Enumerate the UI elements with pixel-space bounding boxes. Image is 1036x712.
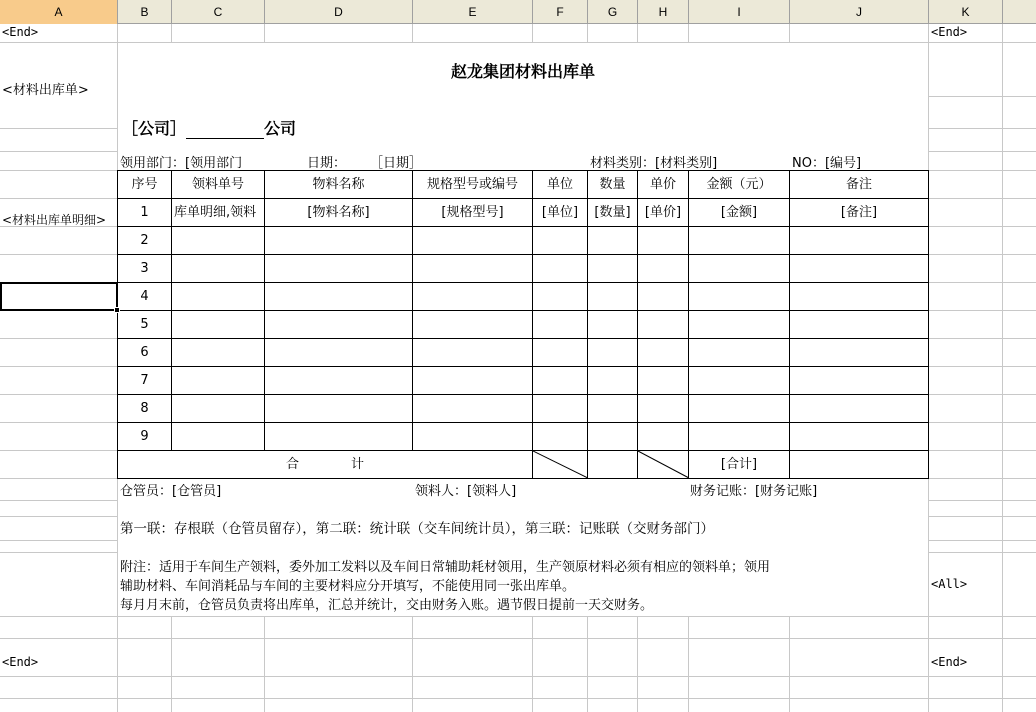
- date-value: ［日期］: [370, 156, 423, 171]
- column-header-h[interactable]: H: [638, 0, 689, 24]
- company-line: [122, 116, 296, 139]
- table-cell[interactable]: [413, 283, 533, 311]
- table-cell[interactable]: [533, 227, 588, 255]
- tag-end-k1: <End>: [931, 25, 968, 39]
- table-cell[interactable]: [172, 339, 265, 367]
- row1-unit[interactable]: [单位]: [533, 199, 588, 227]
- header-remark: 备注: [790, 171, 929, 199]
- table-cell[interactable]: [790, 311, 929, 339]
- note-line-1: 附注：适用于车间生产领料，委外加工发料以及车间日常辅助耗材领用，生产领原材料必须有相应的领料单；领用: [120, 560, 771, 575]
- table-cell[interactable]: [790, 283, 929, 311]
- header-order-no: 领料单号: [172, 171, 265, 199]
- table-cell[interactable]: [533, 255, 588, 283]
- header-amount: 金额（元）: [689, 171, 790, 199]
- table-cell[interactable]: [265, 339, 413, 367]
- table-cell[interactable]: [689, 395, 790, 423]
- row1-price[interactable]: [单价]: [638, 199, 689, 227]
- table-cell[interactable]: [790, 339, 929, 367]
- receiver-label: 领料人：[领料人]: [415, 484, 517, 499]
- table-cell[interactable]: [265, 255, 413, 283]
- diagonal-line-unit: [533, 451, 588, 479]
- column-header-b[interactable]: B: [118, 0, 172, 24]
- table-cell[interactable]: [689, 227, 790, 255]
- table-cell[interactable]: [265, 227, 413, 255]
- row1-qty[interactable]: [数量]: [588, 199, 638, 227]
- header-seq: 序号: [118, 171, 172, 199]
- table-cell[interactable]: [413, 255, 533, 283]
- column-header-d[interactable]: D: [265, 0, 413, 24]
- copies-note: 第一联：存根联（仓管员留存），第二联：统计联（交车间统计员），第三联：记账联（交财务部门）: [120, 521, 714, 537]
- table-cell[interactable]: [172, 227, 265, 255]
- tag-end-bottom-k: <End>: [931, 655, 968, 669]
- table-cell[interactable]: [790, 367, 929, 395]
- table-cell[interactable]: [588, 227, 638, 255]
- column-header-a[interactable]: A: [0, 0, 118, 24]
- table-cell[interactable]: [533, 339, 588, 367]
- total-remark-cell: [790, 451, 929, 479]
- table-cell[interactable]: [265, 283, 413, 311]
- table-cell[interactable]: [413, 227, 533, 255]
- row-seq[interactable]: 4: [118, 283, 172, 311]
- table-cell[interactable]: [638, 227, 689, 255]
- row-seq[interactable]: 6: [118, 339, 172, 367]
- table-cell[interactable]: [172, 283, 265, 311]
- table-cell[interactable]: [172, 423, 265, 451]
- column-header-k[interactable]: K: [929, 0, 1003, 24]
- table-cell[interactable]: [689, 367, 790, 395]
- table-cell[interactable]: [638, 283, 689, 311]
- row-seq[interactable]: 7: [118, 367, 172, 395]
- spreadsheet-grid[interactable]: [0, 24, 1036, 712]
- dept-label: 领用部门：[领用部门: [120, 156, 243, 171]
- table-cell[interactable]: [413, 311, 533, 339]
- tag-end-a1: <End>: [2, 25, 39, 39]
- table-cell[interactable]: [790, 423, 929, 451]
- row-seq[interactable]: 5: [118, 311, 172, 339]
- table-cell[interactable]: [413, 423, 533, 451]
- category-label: 材料类别：[材料类别]: [590, 156, 718, 171]
- column-header-l[interactable]: [1003, 0, 1036, 24]
- row1-spec[interactable]: [规格型号]: [413, 199, 533, 227]
- accounting-label: 财务记账：[财务记账]: [690, 484, 818, 499]
- total-qty-cell: [588, 451, 638, 479]
- row-seq[interactable]: 3: [118, 255, 172, 283]
- table-cell[interactable]: [689, 423, 790, 451]
- table-cell[interactable]: [638, 423, 689, 451]
- column-header-e[interactable]: E: [413, 0, 533, 24]
- table-cell[interactable]: [588, 283, 638, 311]
- table-cell[interactable]: [638, 395, 689, 423]
- column-header-bar: [0, 0, 1036, 24]
- column-header-g[interactable]: G: [588, 0, 638, 24]
- note-line-3: 每月月末前，仓管员负责将出库单，汇总并统计，交由财务入账。遇节假日提前一天交财务。: [120, 598, 654, 613]
- table-cell[interactable]: [172, 311, 265, 339]
- table-cell[interactable]: [588, 367, 638, 395]
- row1-remark[interactable]: [备注]: [790, 199, 929, 227]
- table-cell[interactable]: [588, 255, 638, 283]
- note-line-2: 辅助材料、车间消耗品与车间的主要材料应分开填写，不能使用同一张出库单。: [120, 579, 576, 594]
- table-cell[interactable]: [172, 367, 265, 395]
- header-unit: 单位: [533, 171, 588, 199]
- table-cell[interactable]: [265, 423, 413, 451]
- table-cell[interactable]: [588, 423, 638, 451]
- table-cell[interactable]: [265, 367, 413, 395]
- table-cell[interactable]: [533, 311, 588, 339]
- table-cell[interactable]: [533, 395, 588, 423]
- table-cell[interactable]: [413, 339, 533, 367]
- table-cell[interactable]: [413, 395, 533, 423]
- tag-detail: <材料出库单明细>: [2, 213, 107, 227]
- table-cell[interactable]: [588, 311, 638, 339]
- table-cell[interactable]: [790, 395, 929, 423]
- table-cell[interactable]: [533, 367, 588, 395]
- tag-end-bottom-a: <End>: [2, 655, 39, 669]
- table-cell[interactable]: [689, 283, 790, 311]
- table-cell[interactable]: [638, 367, 689, 395]
- company-suffix: 公司: [264, 119, 297, 138]
- table-cell[interactable]: [533, 423, 588, 451]
- table-cell[interactable]: [265, 395, 413, 423]
- row-seq[interactable]: 9: [118, 423, 172, 451]
- tag-form: <材料出库单>: [2, 83, 89, 98]
- table-cell[interactable]: [689, 311, 790, 339]
- row-seq[interactable]: 8: [118, 395, 172, 423]
- number-label: NO：[编号]: [792, 156, 862, 171]
- active-cell-selection[interactable]: [0, 282, 118, 311]
- header-qty: 数量: [588, 171, 638, 199]
- table-cell[interactable]: [790, 255, 929, 283]
- table-cell[interactable]: [588, 339, 638, 367]
- row1-order-no[interactable]: 库单明细,领料: [172, 199, 265, 227]
- row1-material-name[interactable]: [物料名称]: [265, 199, 413, 227]
- total-label: 合 计: [118, 451, 533, 479]
- table-cell[interactable]: [790, 227, 929, 255]
- table-cell[interactable]: [689, 339, 790, 367]
- table-cell[interactable]: [533, 283, 588, 311]
- column-header-j[interactable]: J: [790, 0, 929, 24]
- column-header-c[interactable]: C: [172, 0, 265, 24]
- keeper-label: 仓管员：[仓管员]: [120, 484, 222, 499]
- table-cell[interactable]: [638, 311, 689, 339]
- column-header-i[interactable]: I: [689, 0, 790, 24]
- table-cell[interactable]: [172, 395, 265, 423]
- table-cell[interactable]: [638, 255, 689, 283]
- table-cell[interactable]: [172, 255, 265, 283]
- row1-seq[interactable]: 1: [118, 199, 172, 227]
- date-label: 日期：: [307, 156, 347, 171]
- diagonal-line-price: [638, 451, 689, 479]
- fill-handle[interactable]: [114, 307, 120, 313]
- header-price: 单价: [638, 171, 689, 199]
- row1-amount[interactable]: [金额]: [689, 199, 790, 227]
- table-cell[interactable]: [689, 255, 790, 283]
- header-spec: 规格型号或编号: [413, 171, 533, 199]
- company-placeholder: ［公司］: [122, 119, 187, 138]
- total-amount[interactable]: [合计]: [689, 451, 790, 479]
- header-material-name: 物料名称: [265, 171, 413, 199]
- table-cell[interactable]: [588, 395, 638, 423]
- page-title: 赵龙集团材料出库单: [450, 62, 595, 81]
- row-seq[interactable]: 2: [118, 227, 172, 255]
- issue-table: [117, 170, 929, 479]
- tag-all: <All>: [931, 577, 968, 591]
- column-header-f[interactable]: F: [533, 0, 588, 24]
- table-cell[interactable]: [413, 367, 533, 395]
- table-cell[interactable]: [638, 339, 689, 367]
- table-cell[interactable]: [265, 311, 413, 339]
